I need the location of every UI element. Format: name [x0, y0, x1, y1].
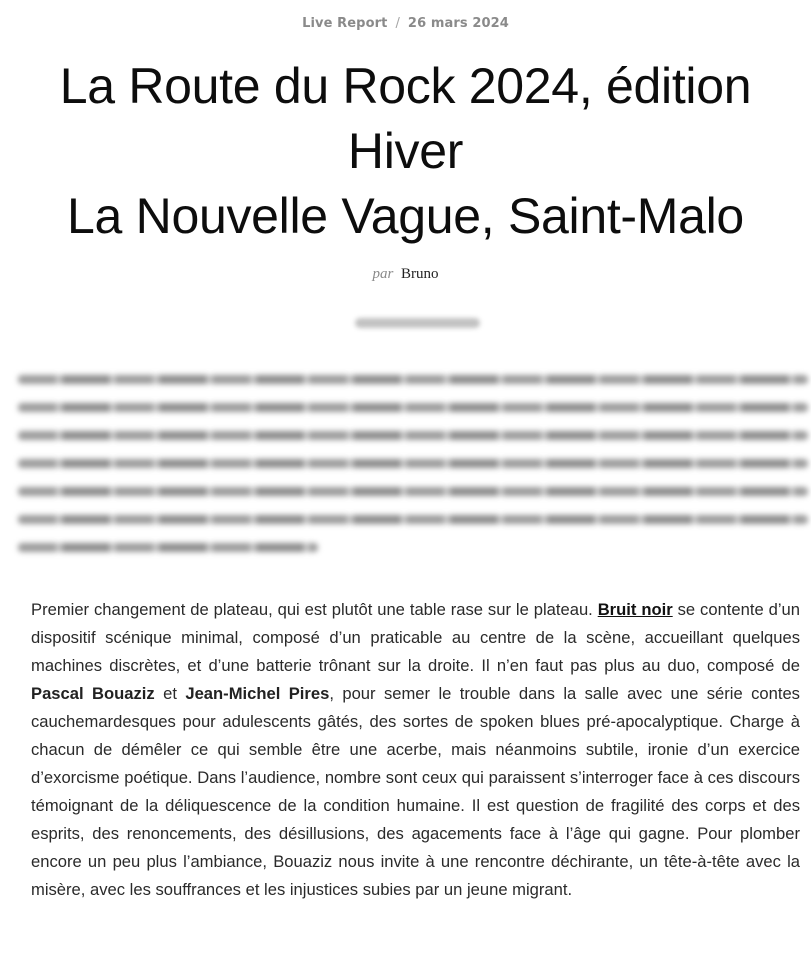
byline-author-link[interactable]: Bruno: [401, 266, 439, 282]
article-text: Premier changement de plateau, qui est plutôt une table rase sur le plateau.: [31, 600, 598, 619]
blurred-line: [18, 543, 318, 552]
byline-prefix: par: [372, 266, 394, 282]
article-paragraph: [31, 596, 800, 904]
blurred-line: [18, 515, 808, 524]
breadcrumb-separator: /: [395, 16, 400, 31]
blurred-line: [18, 487, 808, 496]
blurred-paragraph: [18, 375, 808, 571]
artist-name: Pascal Bouaziz: [31, 684, 155, 703]
artist-name: Jean-Michel Pires: [185, 684, 330, 703]
breadcrumb-date: 26 mars 2024: [407, 16, 509, 31]
page-title: [20, 54, 791, 249]
title-line-1: La Route du Rock 2024, édition: [59, 58, 752, 114]
blurred-subtitle: [355, 318, 480, 328]
breadcrumb-category-link[interactable]: Live Report: [302, 16, 388, 31]
byline: [0, 266, 811, 283]
breadcrumb: [0, 16, 811, 31]
article-text: se contente d’un dispositif scénique minimal, composé d’un praticable au centre de la scène, accueillant quelques machines discrètes, et d’une batterie trônant sur la droite. Il n’en faut pas plus au duo, composé de: [31, 600, 801, 675]
blurred-line: [18, 459, 808, 468]
blurred-line: [18, 403, 808, 412]
blurred-line: [18, 375, 808, 384]
article-text: et: [154, 684, 186, 703]
title-line-3: La Nouvelle Vague, Saint-Malo: [67, 188, 744, 244]
title-line-2: Hiver: [347, 123, 464, 179]
blurred-line: [18, 431, 808, 440]
bruit-noir-link[interactable]: Bruit noir: [597, 600, 673, 619]
article-text: , pour semer le trouble dans la salle avec une série contes cauchemardesques pour adulescents gâtés, des sortes de spoken blues pré-apocalyptique. Charge à chacun de démêler ce qui semble être une acerbe, mais néanmoins subtile, ironie d’un exercice d’exorcisme poétique. Dans l’audience, nombre sont ceux qui paraissent s’interroger face à ces discours témoignant de la déliquescence de la condition humaine. Il est question de fragilité des corps et des esprits, des renoncements, des désillusions, des agacements face à l’âge qui gagne. Pour plomber encore un peu plus l’ambiance, Bouaziz nous invite à une rencontre déchirante, un tête-à-tête avec la misère, avec les souffrances et les injustices subies par un jeune migrant.: [31, 684, 800, 899]
